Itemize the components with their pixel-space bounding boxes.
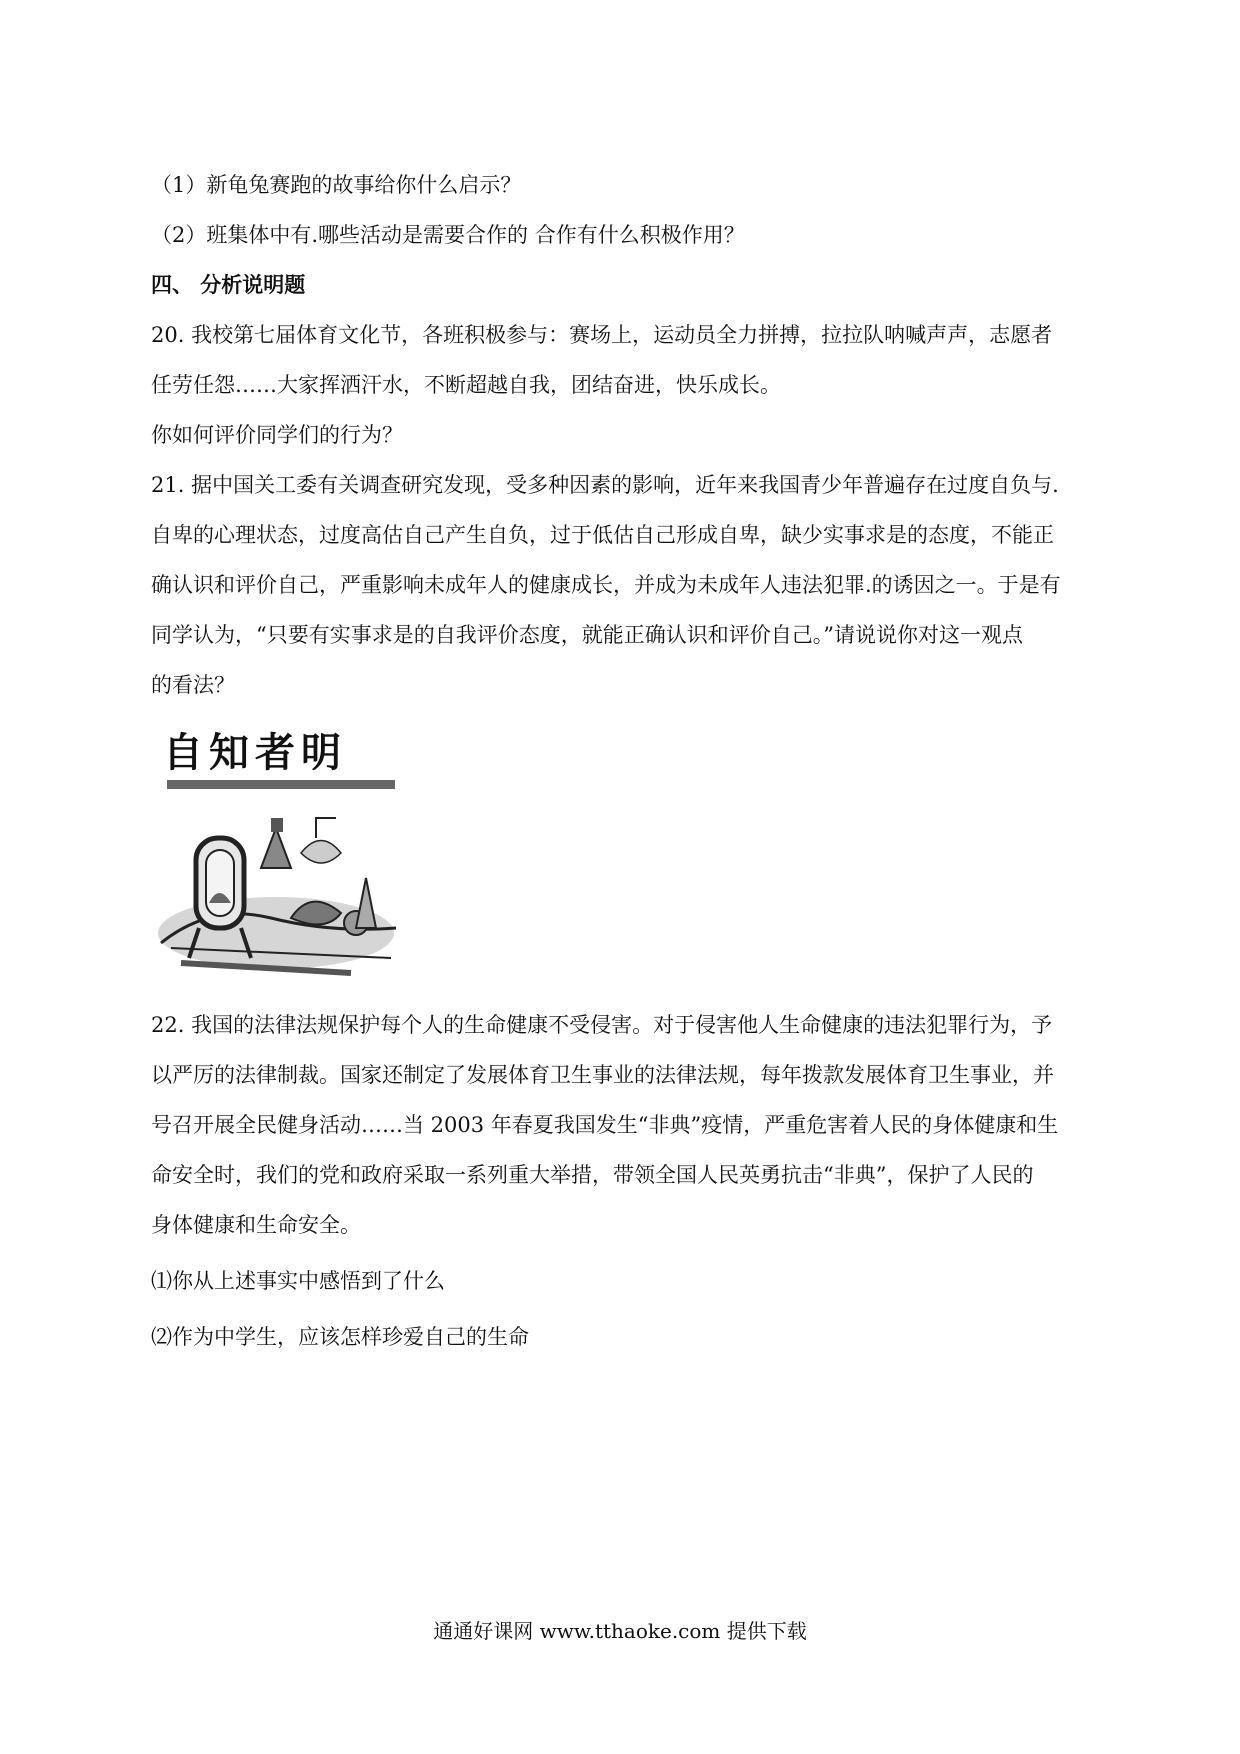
question-21-line-2: 自卑的心理状态，过度高估自己产生自负，过于低估自己形成自卑，缺少实事求是的态度，不能正 [151, 523, 1054, 547]
question-22-line-2: 以严厉的法律制裁。国家还制定了发展体育卫生事业的法律法规，每年拨款发展体育卫生事业，并 [151, 1063, 1054, 1087]
sub-question-2: （2）班集体中有.哪些活动是需要合作的 合作有什么积极作用？ [151, 223, 745, 247]
question-21-line-5: 的看法？ [151, 673, 235, 697]
question-21 [151, 460, 1091, 988]
page-content [151, 160, 1091, 1362]
page-footer: 通通好课网 www.tthaoke.com 提供下载 [433, 1619, 807, 1643]
section-heading: 四、 分析说明题 [151, 273, 306, 297]
question-21-line-4: 同学认为，“只要有实事求是的自我评价态度，就能正确认识和评价自己。”请说说你对这一观点 [151, 623, 1023, 647]
question-20-line-1: 20. 我校第七届体育文化节，各班积极参与：赛场上，运动员全力拼搏，拉拉队呐喊声声，志愿者 [151, 323, 1053, 347]
engraving-scene [158, 818, 396, 973]
question-22-line-1: 22. 我国的法律法规保护每个人的生命健康不受侵害。对于侵害他人生命健康的违法犯罪行为，予 [151, 1013, 1053, 1037]
question-21-line-1: 21. 据中国关工委有关调查研究发现，受多种因素的影响，近年来我国青少年普遍存在过度自负与. [151, 473, 1059, 497]
question-21-line-3: 确认识和评价自己，严重影响未成年人的健康成长，并成为未成年人违法犯罪.的诱因之一。于是有 [151, 573, 1061, 597]
question-22-line-3: 号召开展全民健身活动……当 2003 年春夏我国发生“非典”疫情，严重危害着人民的身体健康和生 [151, 1113, 1059, 1137]
illustration-title: 自知者明 [163, 729, 347, 776]
question-22-line-5: 身体健康和生命安全。 [151, 1213, 361, 1237]
previous-question-subparts [151, 160, 1091, 260]
question-22-sub-2: ⑵作为中学生，应该怎样珍爱自己的生命 [151, 1325, 529, 1349]
question-20-prompt: 你如何评价同学们的行为？ [151, 423, 403, 447]
sub-question-1: （1）新龟兔赛跑的故事给你什么启示？ [151, 173, 522, 197]
question-22-sub-1: ⑴你从上述事实中感悟到了什么 [151, 1269, 445, 1293]
illustration-svg [151, 718, 411, 988]
question-20 [151, 310, 1091, 460]
illustration-self-knowledge [151, 718, 411, 988]
question-22 [151, 1000, 1091, 1362]
question-22-line-4: 命安全时，我们的党和政府采取一系列重大举措，带领全国人民英勇抗击“非典”，保护了人民的 [151, 1163, 1034, 1187]
question-20-line-2: 任劳任怨……大家挥洒汗水，不断超越自我，团结奋进，快乐成长。 [151, 373, 781, 397]
